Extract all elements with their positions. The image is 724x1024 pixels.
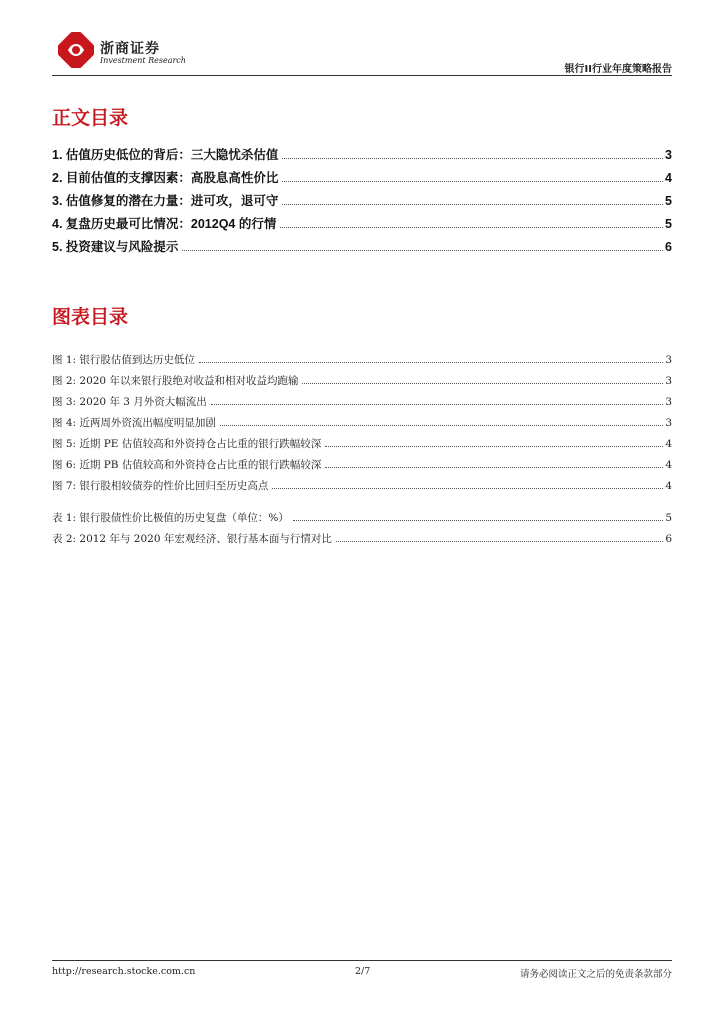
figure-entry[interactable] — [52, 352, 672, 373]
dot-leader — [302, 383, 663, 384]
toc-entry-page: 6 — [665, 240, 672, 254]
company-logo — [58, 32, 186, 72]
toc-entry-page: 5 — [665, 194, 672, 208]
table-entry-page: 5 — [665, 512, 672, 524]
figure-entry-label: 图 6: 近期 PB 估值较高和外资持仓占比重的银行跌幅较深 — [52, 459, 322, 471]
figure-entry-page: 3 — [665, 354, 672, 366]
footer-divider — [52, 960, 672, 961]
toc-entry[interactable] — [52, 168, 672, 191]
toc-entry-page: 3 — [665, 148, 672, 162]
figure-entry-label: 图 3: 2020 年 3 月外资大幅流出 — [52, 396, 207, 408]
footer-url[interactable]: http://research.stocke.com.cn — [52, 966, 196, 977]
toc-entry-page: 4 — [665, 171, 672, 185]
logo-text-en: Investment Research — [100, 56, 186, 65]
table-entry[interactable] — [52, 531, 672, 552]
dot-leader — [211, 404, 664, 405]
dot-leader — [182, 250, 663, 251]
toc-heading: 正文目录 — [52, 107, 129, 129]
toc-entry-label: 4. 复盘历史最可比情况：2012Q4 的行情 — [52, 217, 277, 231]
figure-list — [52, 352, 672, 499]
figure-entry-label: 图 1: 银行股估值到达历史低位 — [52, 354, 195, 366]
logo-mark-icon — [58, 32, 94, 68]
toc-entry[interactable] — [52, 145, 672, 168]
figure-entry-label: 图 7: 银行股相较债券的性价比回归至历史高点 — [52, 480, 269, 492]
table-entry-label: 表 2: 2012 年与 2020 年宏观经济、银行基本面与行情对比 — [52, 533, 332, 545]
toc-entry[interactable] — [52, 237, 672, 260]
table-entry[interactable] — [52, 510, 672, 531]
toc-entry-page: 5 — [665, 217, 672, 231]
toc-entry-label: 1. 估值历史低位的背后：三大隐忧杀估值 — [52, 148, 279, 162]
figure-entry[interactable] — [52, 478, 672, 499]
dot-leader — [282, 158, 663, 159]
figure-entry-label: 图 5: 近期 PE 估值较高和外资持仓占比重的银行跌幅较深 — [52, 438, 322, 450]
dot-leader — [293, 520, 663, 521]
figure-entry-label: 图 2: 2020 年以来银行股绝对收益和相对收益均跑输 — [52, 375, 299, 387]
figure-entry-page: 3 — [665, 396, 672, 408]
toc-list — [52, 145, 672, 260]
figure-entry-page: 3 — [665, 375, 672, 387]
dot-leader — [199, 362, 663, 363]
figure-entry[interactable] — [52, 394, 672, 415]
toc-entry-label: 5. 投资建议与风险提示 — [52, 240, 179, 254]
figure-entry[interactable] — [52, 373, 672, 394]
logo-text-cn: 浙商证券 — [100, 41, 160, 57]
table-list — [52, 510, 672, 552]
page-number: 2/7 — [355, 966, 371, 977]
dot-leader — [282, 204, 663, 205]
figure-entry[interactable] — [52, 436, 672, 457]
toc-entry-label: 3. 估值修复的潜在力量：进可攻，退可守 — [52, 194, 279, 208]
figure-list-heading: 图表目录 — [52, 306, 129, 328]
figure-entry-page: 3 — [665, 417, 672, 429]
figure-entry-page: 4 — [665, 438, 672, 450]
toc-entry[interactable] — [52, 214, 672, 237]
figure-entry[interactable] — [52, 415, 672, 436]
report-title: 银行II行业年度策略报告 — [564, 64, 672, 75]
figure-entry[interactable] — [52, 457, 672, 478]
dot-leader — [282, 181, 663, 182]
table-entry-page: 6 — [665, 533, 672, 545]
toc-entry[interactable] — [52, 191, 672, 214]
toc-entry-label: 2. 目前估值的支撑因素：高股息高性价比 — [52, 171, 279, 185]
figure-entry-page: 4 — [665, 459, 672, 471]
figure-entry-label: 图 4: 近两周外资流出幅度明显加剧 — [52, 417, 216, 429]
dot-leader — [325, 446, 663, 447]
dot-leader — [325, 467, 663, 468]
footer-disclaimer: 请务必阅读正文之后的免责条款部分 — [519, 969, 672, 980]
header-divider — [52, 75, 672, 76]
figure-entry-page: 4 — [665, 480, 672, 492]
dot-leader — [220, 425, 663, 426]
dot-leader — [336, 541, 663, 542]
table-entry-label: 表 1: 银行股债性价比极值的历史复盘（单位：%） — [52, 512, 289, 524]
dot-leader — [280, 227, 663, 228]
dot-leader — [272, 488, 663, 489]
